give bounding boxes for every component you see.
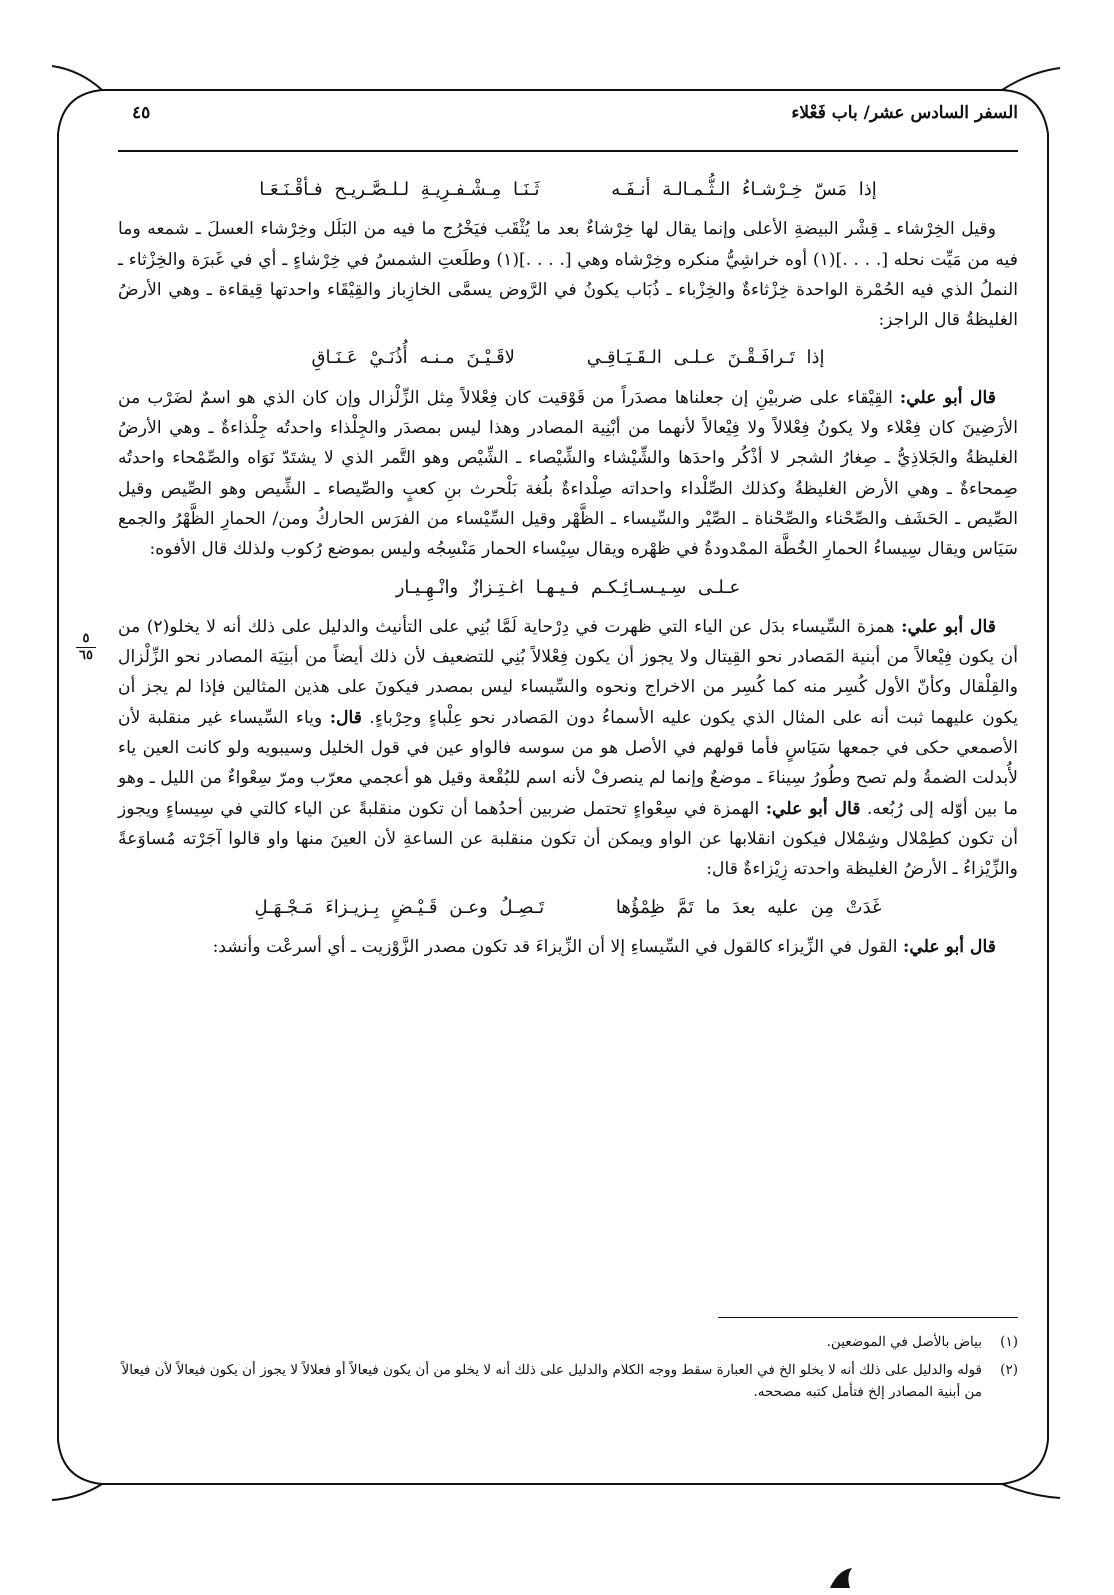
footnote-2-text: قوله والدليل على ذلك أنه لا يخلو الخ في العبارة سقط ووجه الكلام والدليل على ذلك أنه لا يخلو من أن يكون فيعالاً أو فعلالاً لا يجوز أن يكون فيعالاً لأن فيعالاً من أبنية المصادر إلخ فتأمل كتبه مصححه.: [121, 1362, 982, 1400]
verse-1: [118, 175, 1018, 205]
paragraph-3: [118, 612, 1018, 885]
footnote-2: [118, 1359, 1018, 1403]
speaker-label: قال أبو علي:: [901, 616, 996, 637]
speaker-label-2: قال:: [329, 707, 363, 728]
paragraph-4-text: القول في الزِّيزاء كالقول في السِّيساءِ إلا أن الزِّيزاءَ قد تكون مصدر الزَّوْزيت ـ أي أسرعْت وأنشد:: [212, 936, 904, 957]
footnote-1-number: (١): [1000, 1334, 1018, 1350]
verse-4-hemistich-2: تَـصِـلُ وعـن قَـيْـضٍ بِـزيـزاءَ مَـجْـهَـلِ: [254, 896, 545, 918]
running-header: [118, 103, 1018, 133]
verse-4: [118, 893, 1018, 923]
header-rule: [118, 150, 1018, 152]
document-page: [118, 95, 1018, 1435]
main-text: [118, 167, 1018, 962]
verse-2-hemistich-1: إذا تَـرافَـقْـنَ عـلـى الـقَـيَـاقِـي: [586, 347, 825, 369]
paragraph-2: [118, 383, 1018, 565]
footnotes: [118, 1331, 1018, 1409]
margin-note-top: ٥: [82, 631, 90, 646]
page-number: ٤٥: [132, 103, 151, 123]
paragraph-2-text: القِيْقاء على ضربيْنِ إن جعلناها مصدَراً من قَوْقيت كان فِعْلالاً مِثل الزِّلْزال وإن كان الذي هو اسمٌ لضَرْب من الأرَضِينَ كان فِعْلاء ولا يكونُ فِعْلالاً ولا فِيْعالاً لأنهما من أبْنِية المصادر وهذا ليس بمصدَر والجِلْذاء واحدتُه جِلْذاءةٌ ـ وهي الأرضُ الغليظةُ والجَلاذِيُّ ـ صِغارُ الشجر لا أذْكُر واحدَها والشِّيْشاء والشِّيْصاء ـ الشِّيْص وهو التَّمر الذي لا يشتَدّ نَوَاه والصِّمْحاء واحدتُه صِمحاءةٌ ـ وهي الأرض الغليظةُ وكذلك الصِّلْداء واحداته صِلْداءةٌ بلُغة بَلْحرث بنِ كعبٍ والصِّيصاء ـ الشِّيص وهو الصِّيص وقيل الصِّيص ـ الحَشَف والصِّحْناء والصِّحْناة ـ الصِّيْر والسِّيساء ـ الظَّهْر وقيل السِّيْساء من الفرَس الحاركُ ومن/ الحمارِ الظَّهْرُ والجمع سَيَاس ويقال سِيساءُ الحمارِ الخُطَّة الممْدودةُ في ظهْره ويقال سِيْساء الحمار مَنْسِجُه وليس بموضع رُكوب ولذلك قال الأفوه:: [118, 387, 1018, 560]
speaker-label: قال أبو علي:: [899, 387, 996, 408]
footnote-1-text: بياض بالأصل في الموضعين.: [826, 1334, 982, 1350]
paragraph-3-text-a: همزة السِّيساء بدَل عن الياء التي ظهرت في دِرْحاية لَمَّا بُنِي على التأنيث والدليل على ذلك أنه لا يخلو(٢) من أن يكون فِيْعالاً من أبنية المَصادر نحو القِيتال ولا يجوز أن يكون فِعْلالاً بُنِي للتضعيف لأن ذلك أيضاً من أبنِيَة المصادر نحو الزِّلْزال والقِلْقال وكأنّ الأول كُسِر منه كما كُسِر من الاخراج ونحوه والسِّيساء ليس بمصدر فيكونَ على هذين المثالين فإذا لم يجز أن يكون عليهما ثبت أنه على المثال الذي يكون عليه الأسماءُ دون المَصادر نحو عِلْباءٍ وحِرْباءٍ.: [118, 616, 1018, 728]
speaker-label-3: قال أبو علي:: [765, 798, 861, 819]
footnote-2-number: (٢): [1000, 1362, 1018, 1378]
paragraph-3-text-b: وياء السِّيساء غير منقلبة لأن الأصمعي حكى في جمعها سَيَاسٍ فأما قولهم في الأصل هو من سوسه فالواو عين في قول الخليل وسيبويه ولو كانت العين ياء لأُبدلت الضمةُ ولم تصح وطُورُ سِيناءَ ـ موضعٌ وإنما لم ينصرفْ لأنه اسم للبُقْعة وقيل هو أعجمي معرّب ومرّ سِعْواءٌ من الليل ـ وهو ما بين أوّله إلى رُبُعه.: [118, 707, 1018, 819]
verse-4-hemistich-1: غَدَتْ مِن عليه بعدَ ما تَمَّ ظِمْؤُها: [615, 896, 882, 918]
paragraph-3-text-c: الهمزة في سِعْواءٍ تحتمل ضربين أحدُهما أن تكون منقلبةً عن الياء كالتي في سِيساءٍ ويجوز أن تكون كطِمْلال وشِمْلال فيكون انقلابها عن الواو ويمكن أن تكون منقلبة عن الساعةِ لأن العينَ منها واو قالوا آجَرْته مُساوَعةً والزِّيْزاءُ ـ الأرضُ الغليظة واحدته زِيْزاءةٌ قال:: [118, 798, 1018, 880]
footnote-rule: [718, 1317, 1018, 1318]
paragraph-1: وقيل الخِرْشاء ـ قِشْر البيضةِ الأعلى وإنما يقال لها خِرْشاءٌ بعد ما يُثْقَب فيَخْرُج ما فيه من البَلَل وخِرْشاء العسلَ ـ شمعه وما فيه من مَيِّت نحله [. . . .](١) أوه خراشِيُّ منكره وخِرْشاه وهي [. . . .](١) وطلَعتِ الشمسُ في خِرْشاءٍ ـ أي في غَبرَة والخِزْثاء ـ النملُ الذي فيه الحُمْرة الواحدة خِزْثاءةٌ والخِزْباء ـ ذُبَاب يكونُ في الرَّوض يسمَّى الخازِباز والقِيْقَاء واحدتها قِيقاءة ـ وهي الأرضُ الغليظةُ قال الراجز:: [118, 219, 1018, 331]
verse-1-hemistich-1: إذا مَسّ خِـرْشـاءُ الـثُّـمـالـة أنـفَـه: [611, 179, 877, 200]
margin-note-bottom: ٦٥: [79, 648, 93, 663]
footnote-1: [118, 1331, 1018, 1353]
verse-2-hemistich-2: لاقَـيْـنَ مـنـه أُذُنَـيْ عَـنَـاقِ: [311, 347, 515, 369]
margin-folio-note: [66, 632, 106, 663]
running-title: السفر السادس عشر/ باب فَعْلاء: [791, 103, 1018, 123]
verse-3: عـلـى سِـيـسـائِـكـم فـيـهـا اغـتِـزازٌ وانْـهِـيـار: [395, 576, 741, 598]
speaker-label: قال أبو علي:: [903, 936, 996, 957]
verse-1-hemistich-2: ثَـنَـا مِـشْـفـرِيـةِ لـلـصَّـريـح فـأقْـنَـعَـا: [259, 179, 540, 200]
paragraph-4: [118, 932, 1018, 962]
ink-mark: [820, 1566, 860, 1588]
verse-2: [118, 343, 1018, 373]
